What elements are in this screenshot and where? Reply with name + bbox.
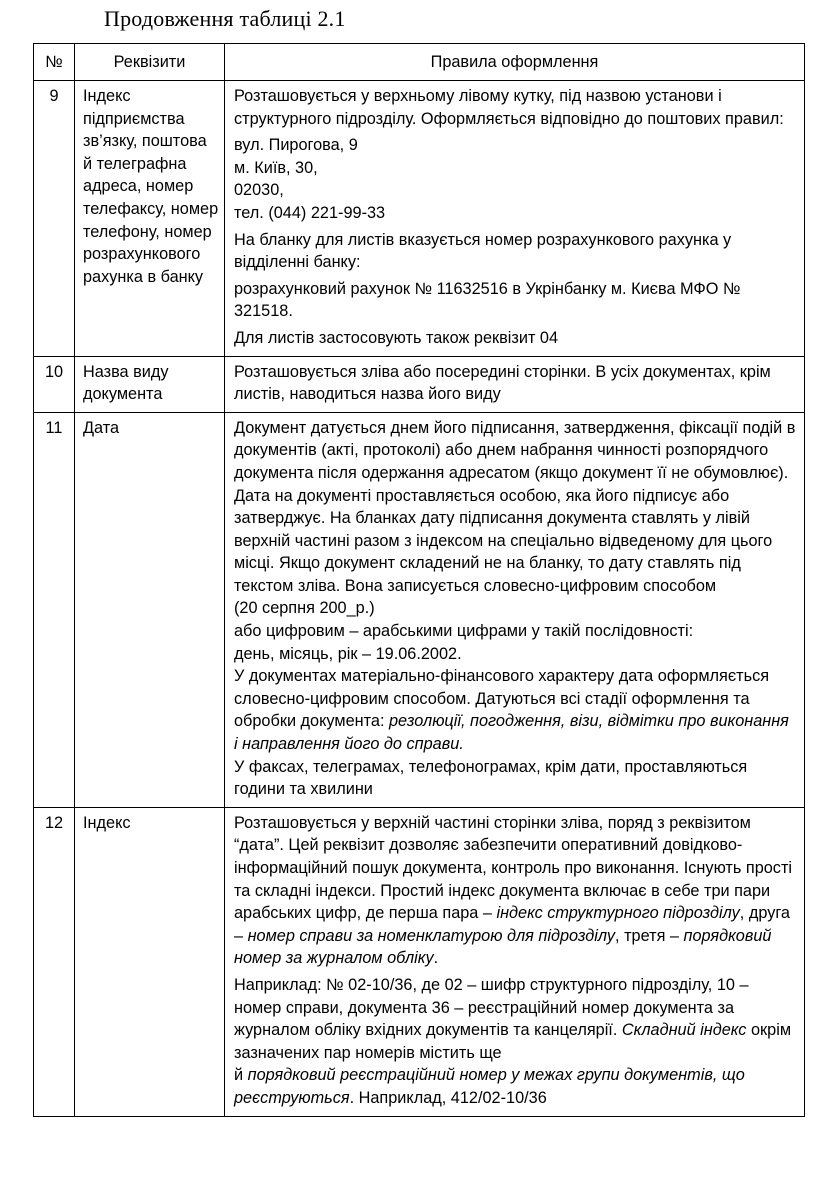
rule-text-italic: номер справи за номенклатурою для підрозділу [247, 926, 616, 945]
row-rules [225, 412, 805, 807]
rule-text-italic: порядковий реєстраційний номер у межах групи документів, що реєструються [234, 1066, 745, 1107]
rule-text-part: Розташовується у верхній частині сторінки зліва, поряд з реквізитом “дата”. Цей реквізит дозволяє забезпечити оперативний довідково-інформаційний пошук документа, контроль про виконання. Існують прості та складні індекси. Простий індекс документа включає в себе три пари арабських цифр, де перша пара – [234, 813, 793, 923]
row-rules [225, 356, 805, 412]
date-example: (20 серпня 200_р.) [234, 599, 375, 618]
date-format: день, місяць, рік – 19.06.2002. [234, 644, 462, 663]
rule-text: або цифровим – арабськими цифрами у такій послідовності: [234, 622, 694, 641]
rule-text-italic: індекс структурного підрозділу [496, 904, 740, 923]
rule-text-part: У документах матеріально-фінансового характеру дата оформляється словесно-цифровим способом. Датуються всі стадії оформлення та обробки документа: [234, 667, 770, 731]
rule-text: У факсах, телеграмах, телефонограмах, крім дати, проставляються години та хвилини [234, 757, 748, 799]
row-rules [225, 807, 805, 1116]
address-line: вул. Пирогова, 9 [234, 136, 358, 155]
rule-text [234, 974, 796, 1064]
phone-line: тел. (044) 221-99-33 [234, 203, 386, 222]
rule-text-part: . Наприклад, 412/02-10/36 [349, 1088, 547, 1107]
rule-text [234, 1064, 796, 1109]
rule-text-italic: резолюції, погодження, візи, відмітки про виконання і направлення його до справи. [234, 712, 789, 754]
requisites-table [33, 43, 805, 1117]
rule-text-part: , третя – [615, 926, 684, 945]
row-number: 11 [34, 412, 75, 807]
rule-text: Документ датується днем його підписання, затвердження, фіксації подій в документів (акті, протоколі) або днем набрання чинності розпорядчого документа після одержання адресатом (якщо документ її не обумовлює). Дата на документі проставляється особою, яка його підписує або затверджує. На бланках дату підписання документа ставлять у лівій верхній частині разом з індексом на спеціально відведеному для цього місці. Якщо документ складений не на бланку, то дату ставлять під текстом зліва. Вона записується словесно-цифровим способом [234, 418, 796, 595]
rule-text-part: . [433, 949, 439, 968]
row-number: 12 [34, 807, 75, 1116]
row-requisite: Дата [75, 412, 225, 807]
rule-text-part: окрім зазначених пар номерів містить ще [234, 1021, 792, 1062]
row-rules [225, 81, 805, 357]
table-row [34, 807, 805, 1116]
rule-text [234, 665, 796, 755]
header-rules: Правила оформлення [225, 44, 805, 81]
rule-text: На бланку для листів вказується номер розрахункового рахунка у відділенні банку: [234, 230, 732, 272]
table-row [34, 81, 805, 357]
row-requisite: Назва виду документа [75, 356, 225, 412]
header-requisites: Реквізити [75, 44, 225, 81]
rule-text: Для листів застосовують також реквізит 04 [234, 328, 559, 347]
rule-text-italic: Складний індекс [621, 1021, 747, 1040]
rule-text-italic: порядковий номер за журналом обліку [234, 926, 772, 968]
header-number: № [34, 44, 75, 81]
rule-text-part: й [234, 1066, 248, 1085]
table-row [34, 412, 805, 807]
account-line: розрахунковий рахунок № 11632516 в Укрінбанку м. Києва МФО № 321518. [234, 279, 741, 321]
row-number: 9 [34, 81, 75, 357]
rule-text [234, 812, 796, 970]
rule-text: Розташовується зліва або посередині сторінки. В усіх документах, крім листів, наводиться назва його виду [234, 362, 771, 404]
rule-text-part: , друга – [234, 904, 790, 945]
row-requisite: Індекс [75, 807, 225, 1116]
address-line: 02030, [234, 181, 284, 200]
row-requisite: Індекс підприємства зв’язку, поштова й телеграфна адреса, номер телефаксу, номер телефону, номер розрахункового рахунка в банку [75, 81, 225, 357]
rule-text: Розташовується у верхньому лівому кутку, під назвою установи і структурного підрозділу. Оформляється відповідно до поштових правил: [234, 87, 784, 128]
rule-text-part: Наприклад: № 02-10/36, де 02 – шифр структурного підрозділу, 10 – номер справи, документа 36 – реєстраційний номер документа за журналом обліку вхідних документів та канцелярії. [234, 975, 749, 1040]
table-row [34, 356, 805, 412]
table-caption: Продовження таблиці 2.1 [104, 6, 346, 31]
row-number: 10 [34, 356, 75, 412]
address-line: м. Київ, 30, [234, 158, 318, 177]
table-header-row [34, 44, 805, 81]
